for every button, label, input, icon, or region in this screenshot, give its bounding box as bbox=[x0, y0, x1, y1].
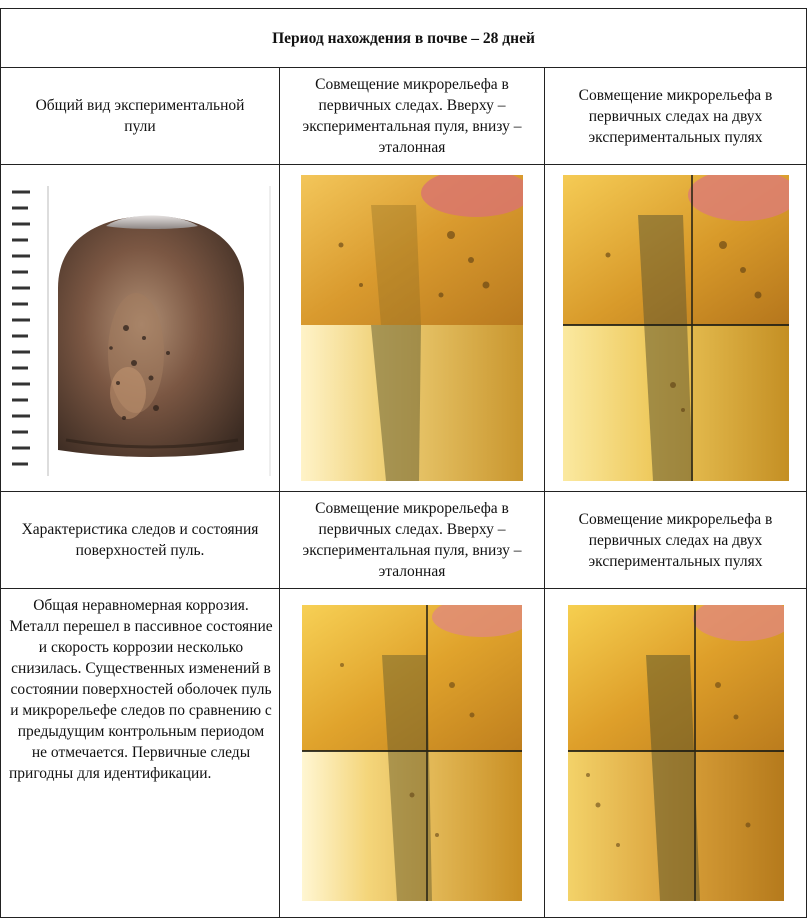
bullet-photo bbox=[6, 178, 274, 478]
header-microrelief-reference-2: Совмещение микрорельефа в первичных следах. Вверху – экспериментальная пуля, внизу – эталонная bbox=[280, 492, 545, 589]
characteristics-text: Общая неравномерная коррозия. Металл перешел в пассивное состояние и скорость коррозии несколько снизилась. Существенных изменений в состоянии поверхностей оболочек пуль и микрорельефе следов по сравнению с предыдущим контрольным периодом не отмечается. Первичные следы пригодны для идентификации. bbox=[1, 589, 280, 918]
header-microrelief-two-bullets: Совмещение микрорельефа в первичных следах на двух экспериментальных пулях bbox=[545, 68, 807, 165]
header-characteristics: Характеристика следов и состояния поверхностей пуль. bbox=[1, 492, 280, 589]
header-general-view: Общий вид экспериментальной пули bbox=[1, 68, 280, 165]
micrograph-bottom-middle bbox=[302, 605, 522, 901]
micrograph-cell-bottom-middle bbox=[280, 589, 545, 918]
header-microrelief-reference: Совмещение микрорельефа в первичных следах. Вверху – экспериментальная пуля, внизу – эталонная bbox=[280, 68, 545, 165]
micrograph-cell-top-middle bbox=[280, 165, 545, 492]
table-title: Период нахождения в почве – 28 дней bbox=[1, 9, 807, 68]
micrograph-top-right bbox=[563, 175, 789, 481]
results-table bbox=[0, 8, 807, 918]
micrograph-top-middle bbox=[301, 175, 523, 481]
micrograph-cell-top-right bbox=[545, 165, 807, 492]
micrograph-bottom-right bbox=[568, 605, 784, 901]
header-microrelief-two-bullets-2: Совмещение микрорельефа в первичных следах на двух экспериментальных пулях bbox=[545, 492, 807, 589]
micrograph-cell-bottom-right bbox=[545, 589, 807, 918]
bullet-photo-cell bbox=[1, 165, 280, 492]
